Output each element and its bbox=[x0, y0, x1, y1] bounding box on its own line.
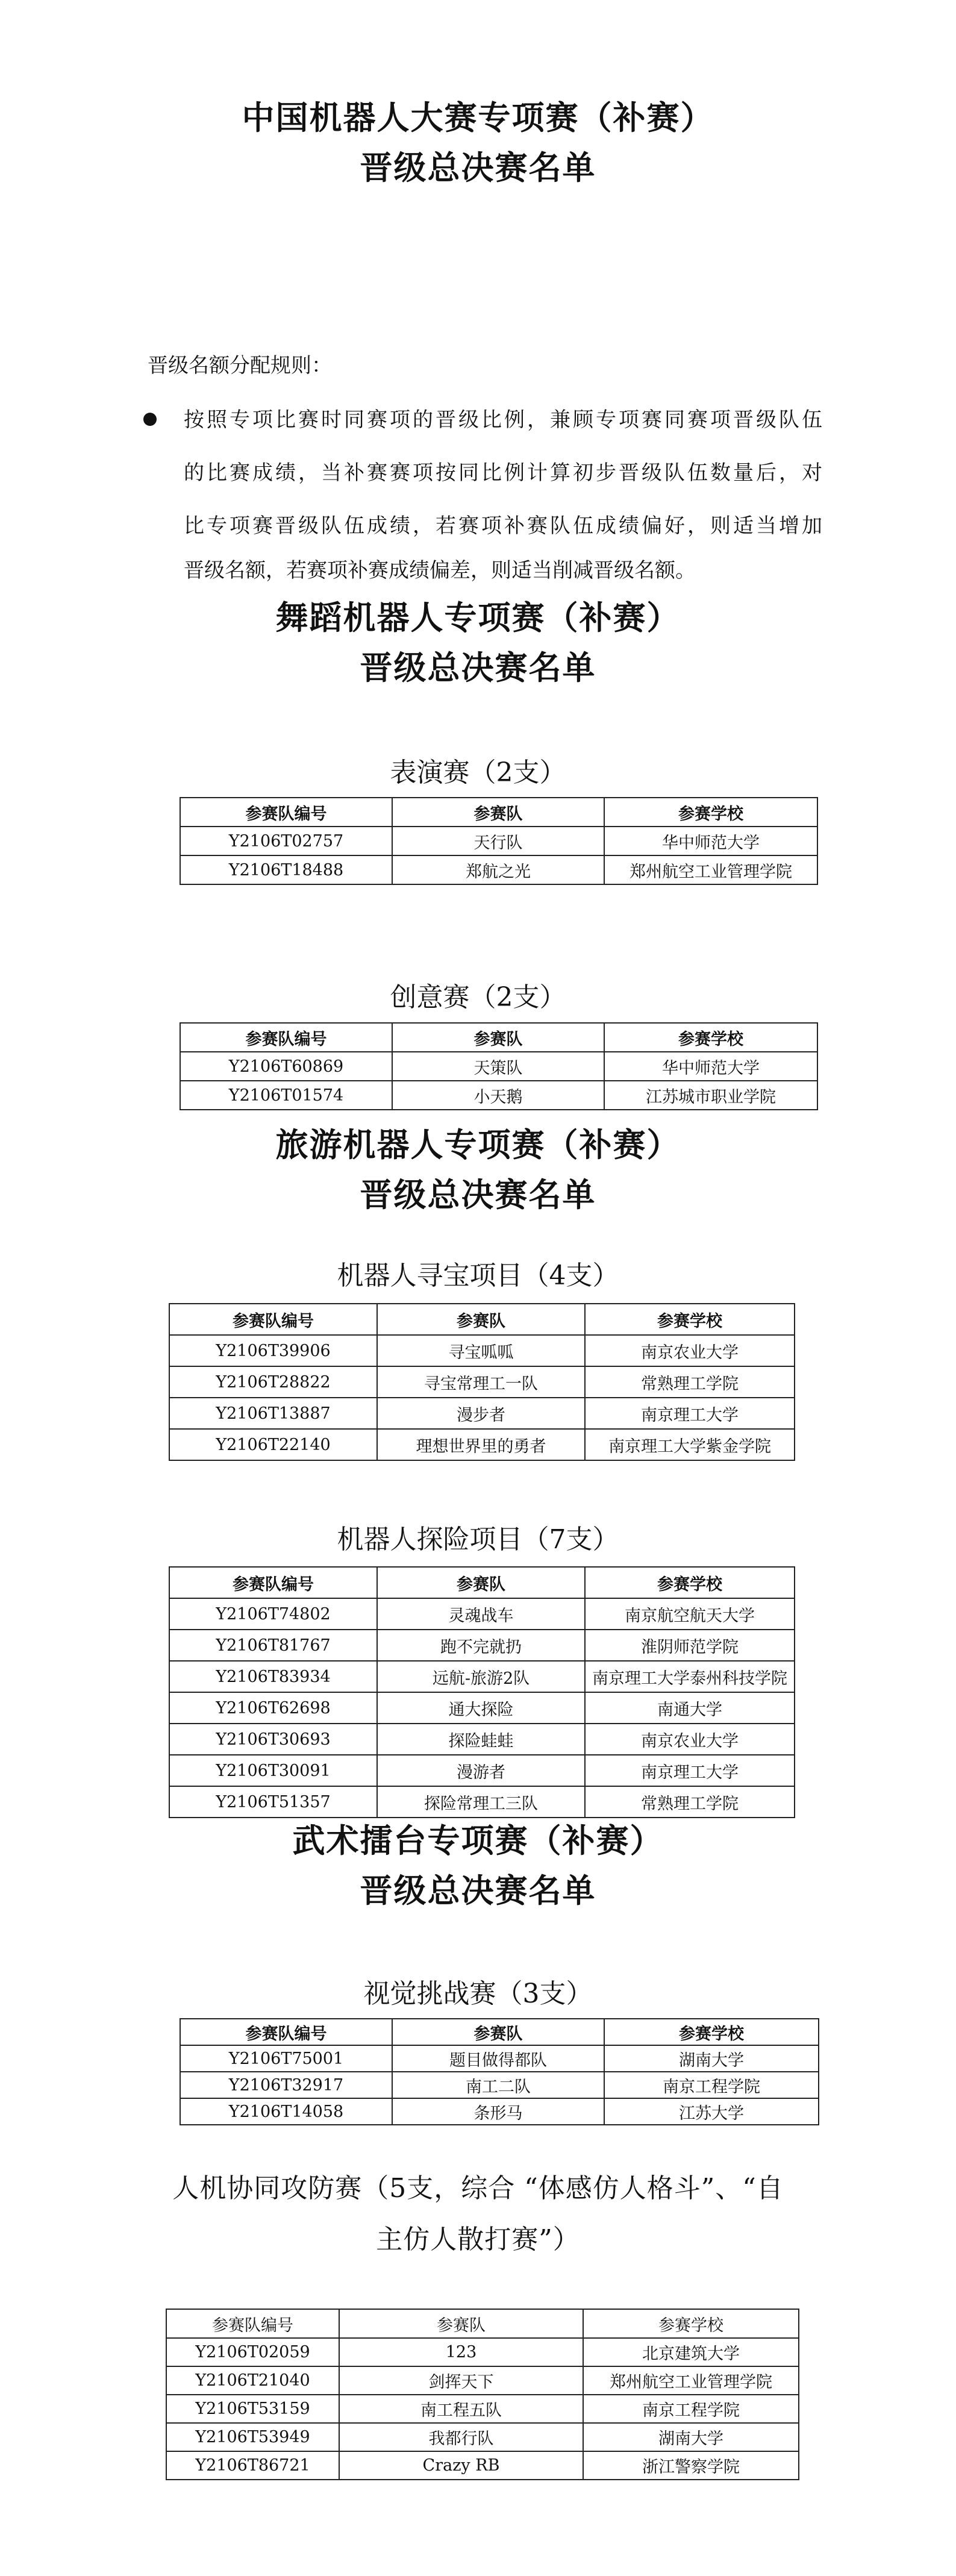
school-cell: 南京农业大学 bbox=[585, 1724, 795, 1755]
school-cell: 江苏大学 bbox=[604, 2098, 819, 2125]
table-row bbox=[169, 1366, 795, 1398]
team-table-performance bbox=[180, 797, 818, 885]
team-id-cell: Y2106T18488 bbox=[180, 855, 392, 884]
rules-title: 晋级名额分配规则： bbox=[148, 354, 332, 378]
column-header-school: 参赛学校 bbox=[585, 1567, 795, 1598]
table-row bbox=[180, 2072, 819, 2098]
school-cell: 湖南大学 bbox=[604, 2045, 819, 2072]
section-title-dance: 舞蹈机器人专项赛（补赛） bbox=[275, 598, 681, 637]
document-subtitle: 晋级总决赛名单 bbox=[360, 148, 596, 187]
table-row bbox=[180, 1081, 817, 1110]
team-name-cell: 条形马 bbox=[392, 2098, 604, 2125]
school-cell: 南京理工大学紫金学院 bbox=[585, 1429, 795, 1460]
section-title-tourism: 旅游机器人专项赛（补赛） bbox=[275, 1125, 681, 1164]
team-id-cell: Y2106T53159 bbox=[166, 2395, 339, 2423]
group-title-performance: 表演赛（2支） bbox=[390, 757, 566, 788]
school-cell: 华中师范大学 bbox=[604, 1052, 817, 1081]
column-header-id: 参赛队编号 bbox=[169, 1567, 377, 1598]
team-id-cell: Y2106T02757 bbox=[180, 827, 392, 855]
team-id-cell: Y2106T13887 bbox=[169, 1398, 377, 1429]
team-id-cell: Y2106T83934 bbox=[169, 1661, 377, 1692]
team-name-cell: Crazy RB bbox=[339, 2451, 583, 2480]
team-id-cell: Y2106T60869 bbox=[180, 1052, 392, 1081]
team-id-cell: Y2106T75001 bbox=[180, 2045, 392, 2072]
team-id-cell: Y2106T51357 bbox=[169, 1786, 377, 1818]
team-name-cell: 寻宝呱呱 bbox=[377, 1335, 585, 1366]
school-cell: 南京理工大学 bbox=[585, 1398, 795, 1429]
school-cell: 郑州航空工业管理学院 bbox=[583, 2366, 799, 2395]
column-header-team: 参赛队 bbox=[377, 1567, 585, 1598]
table-row bbox=[169, 1661, 795, 1692]
team-name-cell: 南工程五队 bbox=[339, 2395, 583, 2423]
rules-text-line: 按照专项比赛时同赛项的晋级比例，兼顾专项赛同赛项晋级队伍 bbox=[184, 408, 822, 432]
section-title-martial-arts: 武术擂台专项赛（补赛） bbox=[292, 1821, 664, 1860]
group-title-human-machine-line2: 主仿人散打赛”） bbox=[376, 2224, 580, 2255]
group-title-adventure: 机器人探险项目（7支） bbox=[337, 1524, 619, 1555]
team-name-cell: 寻宝常理工一队 bbox=[377, 1366, 585, 1398]
team-id-cell: Y2106T32917 bbox=[180, 2072, 392, 2098]
school-cell: 湖南大学 bbox=[583, 2423, 799, 2451]
team-id-cell: Y2106T86721 bbox=[166, 2451, 339, 2480]
school-cell: 南京理工大学 bbox=[585, 1755, 795, 1786]
section-subtitle-tourism: 晋级总决赛名单 bbox=[360, 1175, 596, 1214]
table-row bbox=[166, 2366, 799, 2395]
team-id-cell: Y2106T01574 bbox=[180, 1081, 392, 1110]
table-row bbox=[166, 2451, 799, 2480]
table-row bbox=[169, 1335, 795, 1366]
team-id-cell: Y2106T39906 bbox=[169, 1335, 377, 1366]
school-cell: 江苏城市职业学院 bbox=[604, 1081, 817, 1110]
group-title-human-machine-line1: 人机协同攻防赛（5支，综合 “体感仿人格斗”、“自 bbox=[172, 2173, 784, 2204]
column-header-id: 参赛队编号 bbox=[180, 2019, 392, 2045]
column-header-id: 参赛队编号 bbox=[169, 1304, 377, 1335]
table-row bbox=[169, 1598, 795, 1630]
school-cell: 淮阴师范学院 bbox=[585, 1630, 795, 1661]
team-name-cell: 郑航之光 bbox=[392, 855, 604, 884]
column-header-id: 参赛队编号 bbox=[180, 1023, 392, 1052]
column-header-id: 参赛队编号 bbox=[166, 2309, 339, 2338]
group-title-creative: 创意赛（2支） bbox=[390, 982, 566, 1013]
column-header-id: 参赛队编号 bbox=[180, 798, 392, 827]
team-id-cell: Y2106T02059 bbox=[166, 2338, 339, 2366]
team-name-cell: 探险蛙蛙 bbox=[377, 1724, 585, 1755]
document-title: 中国机器人大赛专项赛（补赛） bbox=[242, 98, 714, 137]
team-name-cell: 漫游者 bbox=[377, 1755, 585, 1786]
team-name-cell: 灵魂战车 bbox=[377, 1598, 585, 1630]
team-name-cell: 123 bbox=[339, 2338, 583, 2366]
rules-text-line: 比专项赛晋级队伍成绩，若赛项补赛队伍成绩偏好，则适当增加 bbox=[184, 514, 822, 538]
team-name-cell: 题目做得都队 bbox=[392, 2045, 604, 2072]
column-header-team: 参赛队 bbox=[392, 2019, 604, 2045]
school-cell: 南京理工大学泰州科技学院 bbox=[585, 1661, 795, 1692]
team-id-cell: Y2106T21040 bbox=[166, 2366, 339, 2395]
table-row bbox=[180, 1052, 817, 1081]
team-table-treasure-hunt bbox=[169, 1303, 795, 1461]
table-row bbox=[166, 2395, 799, 2423]
team-name-cell: 通大探险 bbox=[377, 1692, 585, 1724]
team-id-cell: Y2106T30091 bbox=[169, 1755, 377, 1786]
team-id-cell: Y2106T62698 bbox=[169, 1692, 377, 1724]
school-cell: 南京工程学院 bbox=[604, 2072, 819, 2098]
group-title-treasure-hunt: 机器人寻宝项目（4支） bbox=[337, 1260, 619, 1291]
school-cell: 南通大学 bbox=[585, 1692, 795, 1724]
column-header-school: 参赛学校 bbox=[604, 798, 817, 827]
school-cell: 南京农业大学 bbox=[585, 1335, 795, 1366]
table-row bbox=[166, 2338, 799, 2366]
group-title-vision-challenge: 视觉挑战赛（3支） bbox=[363, 1978, 593, 2009]
column-header-team: 参赛队 bbox=[392, 798, 604, 827]
column-header-school: 参赛学校 bbox=[604, 1023, 817, 1052]
school-cell: 南京工程学院 bbox=[583, 2395, 799, 2423]
team-table-vision-challenge bbox=[180, 2018, 819, 2125]
column-header-team: 参赛队 bbox=[339, 2309, 583, 2338]
team-name-cell: 跑不完就扔 bbox=[377, 1630, 585, 1661]
school-cell: 郑州航空工业管理学院 bbox=[604, 855, 817, 884]
team-id-cell: Y2106T22140 bbox=[169, 1429, 377, 1460]
team-name-cell: 探险常理工三队 bbox=[377, 1786, 585, 1818]
table-row bbox=[166, 2423, 799, 2451]
team-id-cell: Y2106T30693 bbox=[169, 1724, 377, 1755]
team-name-cell: 远航-旅游2队 bbox=[377, 1661, 585, 1692]
school-cell: 南京航空航天大学 bbox=[585, 1598, 795, 1630]
table-row bbox=[180, 2098, 819, 2125]
table-row bbox=[169, 1630, 795, 1661]
column-header-team: 参赛队 bbox=[392, 1023, 604, 1052]
column-header-team: 参赛队 bbox=[377, 1304, 585, 1335]
school-cell: 浙江警察学院 bbox=[583, 2451, 799, 2480]
table-row bbox=[180, 855, 817, 884]
team-name-cell: 天行队 bbox=[392, 827, 604, 855]
team-name-cell: 漫步者 bbox=[377, 1398, 585, 1429]
team-name-cell: 剑挥天下 bbox=[339, 2366, 583, 2395]
column-header-school: 参赛学校 bbox=[585, 1304, 795, 1335]
rules-text-line: 的比赛成绩，当补赛赛项按同比例计算初步晋级队伍数量后，对 bbox=[184, 461, 822, 485]
team-id-cell: Y2106T14058 bbox=[180, 2098, 392, 2125]
table-row bbox=[169, 1398, 795, 1429]
team-id-cell: Y2106T74802 bbox=[169, 1598, 377, 1630]
team-id-cell: Y2106T81767 bbox=[169, 1630, 377, 1661]
table-row bbox=[169, 1786, 795, 1818]
team-name-cell: 南工二队 bbox=[392, 2072, 604, 2098]
team-id-cell: Y2106T53949 bbox=[166, 2423, 339, 2451]
team-table-adventure bbox=[169, 1566, 795, 1818]
team-name-cell: 小天鹅 bbox=[392, 1081, 604, 1110]
table-row bbox=[169, 1429, 795, 1460]
team-name-cell: 理想世界里的勇者 bbox=[377, 1429, 585, 1460]
table-row bbox=[180, 2045, 819, 2072]
team-id-cell: Y2106T28822 bbox=[169, 1366, 377, 1398]
column-header-school: 参赛学校 bbox=[604, 2019, 819, 2045]
section-subtitle-martial-arts: 晋级总决赛名单 bbox=[360, 1871, 596, 1910]
section-subtitle-dance: 晋级总决赛名单 bbox=[360, 648, 596, 687]
school-cell: 华中师范大学 bbox=[604, 827, 817, 855]
school-cell: 常熟理工学院 bbox=[585, 1366, 795, 1398]
column-header-school: 参赛学校 bbox=[583, 2309, 799, 2338]
team-table-creative bbox=[180, 1022, 818, 1110]
table-row bbox=[180, 827, 817, 855]
team-name-cell: 我都行队 bbox=[339, 2423, 583, 2451]
team-table-human-machine bbox=[166, 2309, 799, 2480]
table-row bbox=[169, 1692, 795, 1724]
team-name-cell: 天策队 bbox=[392, 1052, 604, 1081]
school-cell: 常熟理工学院 bbox=[585, 1786, 795, 1818]
table-row bbox=[169, 1755, 795, 1786]
school-cell: 北京建筑大学 bbox=[583, 2338, 799, 2366]
bullet-icon bbox=[143, 413, 157, 426]
table-row bbox=[169, 1724, 795, 1755]
rules-text-line: 晋级名额，若赛项补赛成绩偏差，则适当削减晋级名额。 bbox=[184, 558, 696, 583]
